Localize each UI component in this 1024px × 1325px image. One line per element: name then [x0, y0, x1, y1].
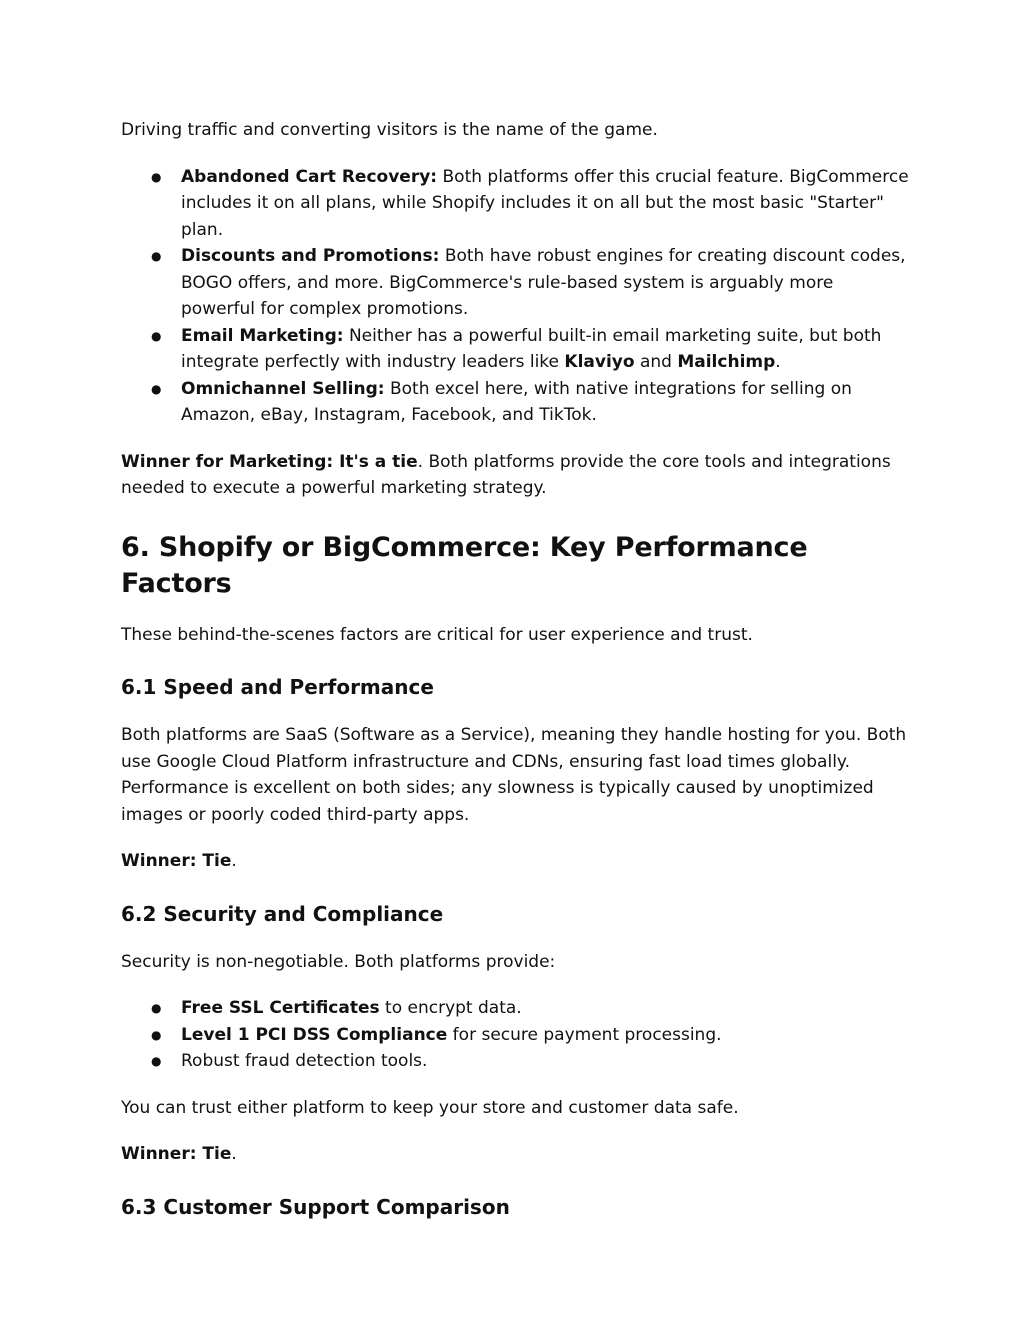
section-6-heading: 6. Shopify or BigCommerce: Key Performance Factors — [121, 531, 808, 599]
list-item-label: Level 1 PCI DSS Compliance — [181, 1024, 448, 1045]
section-6-2-closing: You can trust either platform to keep your store and customer data safe. — [121, 1097, 739, 1118]
section-6-intro: These behind-the-scenes factors are critical for user experience and trust. — [121, 624, 753, 645]
list-item — [121, 164, 911, 244]
winner-text: . — [231, 851, 237, 871]
list-item — [121, 376, 911, 429]
marketing-winner — [121, 449, 911, 502]
list-item-text: and — [634, 352, 678, 372]
list-item-label: Abandoned Cart Recovery: — [181, 166, 438, 187]
mailchimp-mention: Mailchimp — [677, 352, 776, 372]
list-item-text: Both have robust engines for creating discount codes, BOGO offers, and more. BigCommerce's rule-based system is arguably more powerful for complex promotions. — [181, 246, 906, 319]
list-item-label: Discounts and Promotions: — [181, 246, 440, 266]
list-item-text: Both platforms offer this crucial feature. BigCommerce includes it on all plans, while Shopify includes it on all but the most basic "Starter" plan. — [181, 166, 909, 240]
section-6-2-heading: 6.2 Security and Compliance — [121, 901, 444, 926]
list-item-text: Neither has a powerful built-in email marketing suite, but both integrate perfectly with industry leaders like — [181, 325, 882, 372]
list-item-text: Robust fraud detection tools. — [181, 1051, 428, 1071]
section-6-3-heading: 6.3 Customer Support Comparison — [121, 1194, 510, 1219]
list-item-label: Email Marketing: — [181, 325, 344, 346]
list-item — [121, 243, 911, 323]
list-item — [121, 1022, 911, 1049]
list-item-text: . — [775, 352, 781, 372]
list-item-label: Free SSL Certificates — [181, 998, 380, 1018]
marketing-features-list — [121, 164, 911, 429]
klaviyo-mention: Klaviyo — [564, 352, 635, 372]
section-6-1-body: Both platforms are SaaS (Software as a Service), meaning they handle hosting for you. Both use Google Cloud Platform infrastructure and CDNs, ensuring fast load times globally. Performance is excellent on both sides; any slowness is typically caused by unoptimized images or poorly coded third-party apps. — [121, 725, 907, 825]
list-item-text: to encrypt data. — [379, 998, 522, 1018]
winner-label: Winner for Marketing: It's a tie — [121, 451, 418, 472]
document-page — [121, 117, 911, 1221]
section-6-1-heading: 6.1 Speed and Performance — [121, 675, 434, 699]
marketing-intro: Driving traffic and converting visitors is the name of the game. — [121, 120, 658, 140]
winner-text: . Both platforms provide the core tools and integrations needed to execute a powerful marketing strategy. — [121, 451, 891, 498]
list-item — [121, 995, 911, 1022]
list-item-label: Omnichannel Selling: — [181, 378, 385, 399]
section-6-1-winner — [121, 848, 911, 875]
list-item-text: for secure payment processing. — [447, 1024, 722, 1045]
section-6-2-winner — [121, 1141, 911, 1168]
winner-text: . — [231, 1144, 237, 1164]
list-item — [121, 323, 911, 376]
winner-label: Winner: Tie — [121, 851, 232, 871]
winner-label: Winner: Tie — [121, 1144, 232, 1164]
list-item-text: Both excel here, with native integrations for selling on Amazon, eBay, Instagram, Facebook, and TikTok. — [181, 378, 852, 425]
list-item — [121, 1048, 911, 1075]
section-6-2-intro: Security is non-negotiable. Both platforms provide: — [121, 951, 556, 972]
security-features-list — [121, 995, 911, 1075]
